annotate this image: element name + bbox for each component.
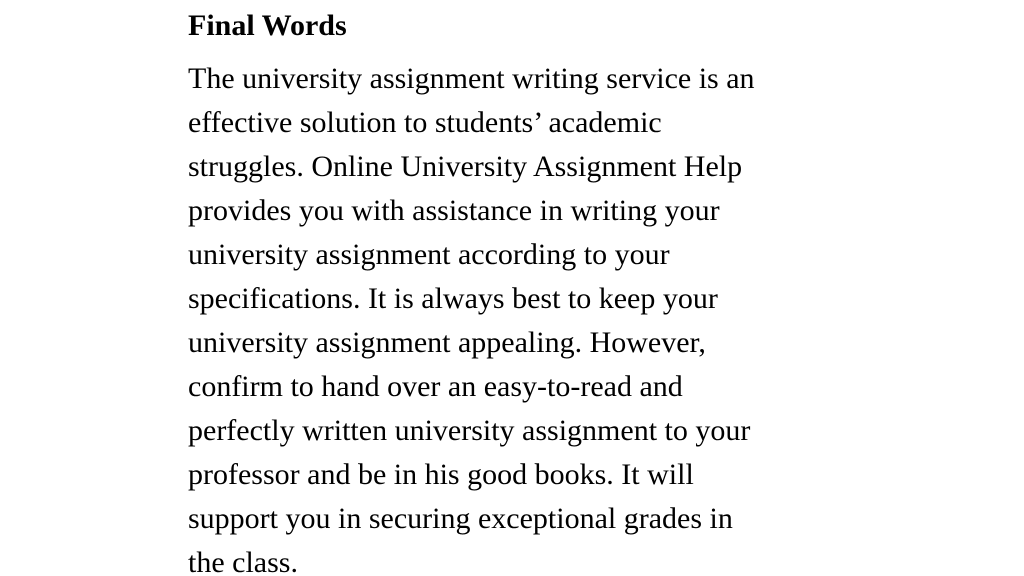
paragraph-line: university assignment according to your: [188, 238, 670, 271]
paragraph-line: struggles. Online University Assignment Help: [188, 150, 743, 183]
paragraph-line: specifications. It is always best to keep your: [188, 282, 718, 315]
paragraph-line: perfectly written university assignment to your: [188, 414, 751, 447]
section-heading: Final Words: [188, 9, 347, 42]
paragraph-line: professor and be in his good books. It will: [188, 458, 694, 491]
paragraph-line: the class.: [188, 546, 298, 576]
paragraph-line: provides you with assistance in writing your: [188, 194, 720, 227]
paragraph-line: The university assignment writing service is an: [188, 62, 755, 95]
paragraph-line: support you in securing exceptional grades in: [188, 502, 733, 535]
body-paragraph: [188, 57, 888, 576]
paragraph-line: confirm to hand over an easy-to-read and: [188, 370, 683, 403]
paragraph-line: effective solution to students’ academic: [188, 106, 662, 139]
paragraph-line: university assignment appealing. However,: [188, 326, 706, 359]
